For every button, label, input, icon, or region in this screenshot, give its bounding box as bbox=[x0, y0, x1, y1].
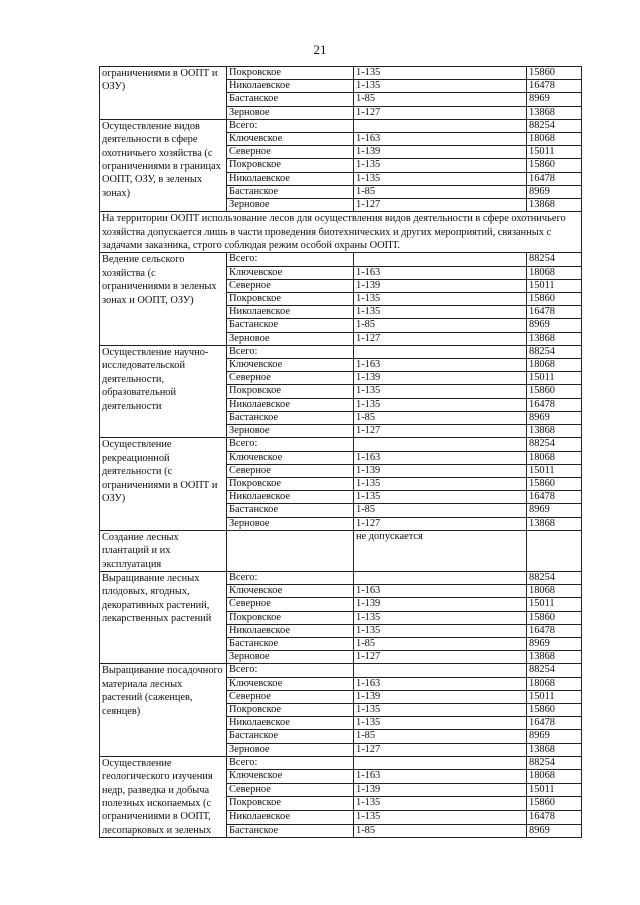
activity-cell: Выращивание лесных плодовых, ягодных, декоративных растений, лекарственных растений bbox=[100, 571, 227, 663]
quarters-cell: 1-85 bbox=[354, 637, 527, 650]
forestry-cell: Всего: bbox=[227, 664, 354, 677]
activity-cell: Выращивание посадочного материала лесных растений (саженцев, сеянцев) bbox=[100, 664, 227, 756]
quarters-cell: 1-85 bbox=[354, 824, 527, 838]
forestry-cell: Зерновое bbox=[227, 199, 354, 212]
forestry-cell: Всего: bbox=[227, 756, 354, 770]
area-cell: 15011 bbox=[527, 690, 582, 703]
forestry-cell: Зерновое bbox=[227, 425, 354, 438]
area-cell: 16478 bbox=[527, 717, 582, 730]
quarters-cell: 1-135 bbox=[354, 172, 527, 185]
quarters-cell: 1-127 bbox=[354, 743, 527, 756]
forestry-cell: Покровское bbox=[227, 477, 354, 490]
quarters-cell: 1-139 bbox=[354, 464, 527, 477]
area-cell: 18068 bbox=[527, 770, 582, 784]
quarters-cell: 1-139 bbox=[354, 690, 527, 703]
area-cell: 8969 bbox=[527, 637, 582, 650]
forestry-cell: Николаевское bbox=[227, 172, 354, 185]
quarters-cell: 1-163 bbox=[354, 770, 527, 784]
area-cell: 18068 bbox=[527, 677, 582, 690]
area-cell: 16478 bbox=[527, 491, 582, 504]
area-cell: 88254 bbox=[527, 756, 582, 770]
page-number: 21 bbox=[313, 42, 327, 57]
area-cell: 8969 bbox=[527, 185, 582, 198]
quarters-cell: 1-135 bbox=[354, 398, 527, 411]
quarters-cell: 1-135 bbox=[354, 491, 527, 504]
table-row bbox=[100, 756, 582, 770]
forestry-cell: Ключевское bbox=[227, 266, 354, 279]
area-cell: 15860 bbox=[527, 293, 582, 306]
forestry-cell: Николаевское bbox=[227, 811, 354, 825]
forestry-cell: Бастанское bbox=[227, 411, 354, 424]
quarters-cell: 1-135 bbox=[354, 477, 527, 490]
quarters-cell: 1-127 bbox=[354, 517, 527, 530]
quarters-cell bbox=[354, 345, 527, 358]
forestry-cell: Всего: bbox=[227, 571, 354, 584]
quarters-cell: 1-135 bbox=[354, 80, 527, 93]
area-cell: 88254 bbox=[527, 438, 582, 451]
forestry-cell: Зерновое bbox=[227, 743, 354, 756]
forestry-cell bbox=[227, 530, 354, 571]
quarters-cell: не допускается bbox=[354, 530, 527, 571]
quarters-cell: 1-135 bbox=[354, 306, 527, 319]
forestry-cell: Зерновое bbox=[227, 651, 354, 664]
area-cell: 15860 bbox=[527, 67, 582, 80]
forestry-cell: Северное bbox=[227, 464, 354, 477]
quarters-cell: 1-139 bbox=[354, 279, 527, 292]
area-cell: 15860 bbox=[527, 611, 582, 624]
quarters-cell: 1-135 bbox=[354, 811, 527, 825]
quarters-cell: 1-127 bbox=[354, 651, 527, 664]
quarters-cell: 1-135 bbox=[354, 611, 527, 624]
forestry-cell: Бастанское bbox=[227, 824, 354, 838]
area-cell: 8969 bbox=[527, 319, 582, 332]
forestry-cell: Зерновое bbox=[227, 332, 354, 345]
area-cell: 15011 bbox=[527, 372, 582, 385]
forestry-cell: Николаевское bbox=[227, 491, 354, 504]
area-cell: 16478 bbox=[527, 624, 582, 637]
area-cell: 8969 bbox=[527, 730, 582, 743]
quarters-cell: 1-163 bbox=[354, 451, 527, 464]
area-cell: 8969 bbox=[527, 411, 582, 424]
area-cell: 88254 bbox=[527, 571, 582, 584]
forestry-cell: Бастанское bbox=[227, 730, 354, 743]
quarters-cell: 1-163 bbox=[354, 585, 527, 598]
quarters-cell: 1-139 bbox=[354, 783, 527, 797]
area-cell: 15011 bbox=[527, 279, 582, 292]
activity-cell: Ведение сельского хозяйства (с ограничениями в зеленых зонах и ООПТ, ОЗУ) bbox=[100, 253, 227, 345]
area-cell: 18068 bbox=[527, 266, 582, 279]
area-cell: 16478 bbox=[527, 80, 582, 93]
activity-cell: Осуществление видов деятельности в сфере охотничьего хозяйства (с ограничениями в границах ООПТ, ОЗУ, в зеленых зонах) bbox=[100, 119, 227, 211]
area-cell: 88254 bbox=[527, 345, 582, 358]
quarters-cell bbox=[354, 119, 527, 132]
table-row bbox=[100, 664, 582, 677]
activity-cell: Осуществление геологического изучения недр, разведка и добыча полезных ископаемых (с ограничениями в ООПТ, лесопарковых и зеленых bbox=[100, 756, 227, 837]
area-cell: 15011 bbox=[527, 464, 582, 477]
forestry-cell: Северное bbox=[227, 146, 354, 159]
forestry-cell: Северное bbox=[227, 598, 354, 611]
area-cell: 15011 bbox=[527, 783, 582, 797]
area-cell: 18068 bbox=[527, 585, 582, 598]
table-row bbox=[100, 253, 582, 266]
forestry-cell: Всего: bbox=[227, 253, 354, 266]
quarters-cell: 1-163 bbox=[354, 133, 527, 146]
forestry-cell: Николаевское bbox=[227, 624, 354, 637]
area-cell: 16478 bbox=[527, 811, 582, 825]
forestry-cell: Николаевское bbox=[227, 80, 354, 93]
forestry-cell: Ключевское bbox=[227, 677, 354, 690]
area-cell: 13868 bbox=[527, 425, 582, 438]
quarters-cell bbox=[354, 571, 527, 584]
area-cell: 13868 bbox=[527, 332, 582, 345]
quarters-cell: 1-139 bbox=[354, 146, 527, 159]
quarters-cell: 1-85 bbox=[354, 730, 527, 743]
quarters-cell: 1-127 bbox=[354, 332, 527, 345]
quarters-cell: 1-139 bbox=[354, 598, 527, 611]
forestry-cell: Северное bbox=[227, 783, 354, 797]
area-cell: 8969 bbox=[527, 504, 582, 517]
area-cell: 15011 bbox=[527, 598, 582, 611]
forest-use-table bbox=[99, 66, 582, 838]
quarters-cell: 1-163 bbox=[354, 677, 527, 690]
area-cell: 18068 bbox=[527, 451, 582, 464]
area-cell: 15860 bbox=[527, 797, 582, 811]
forestry-cell: Бастанское bbox=[227, 93, 354, 106]
area-cell: 15011 bbox=[527, 146, 582, 159]
forestry-cell: Бастанское bbox=[227, 637, 354, 650]
table-row bbox=[100, 345, 582, 358]
forestry-cell: Ключевское bbox=[227, 585, 354, 598]
quarters-cell: 1-127 bbox=[354, 199, 527, 212]
forestry-cell: Всего: bbox=[227, 119, 354, 132]
table-body bbox=[100, 67, 582, 838]
forestry-cell: Зерновое bbox=[227, 517, 354, 530]
area-cell: 15860 bbox=[527, 385, 582, 398]
forestry-cell: Ключевское bbox=[227, 359, 354, 372]
quarters-cell: 1-127 bbox=[354, 106, 527, 119]
forestry-cell: Ключевское bbox=[227, 770, 354, 784]
table-row bbox=[100, 571, 582, 584]
quarters-cell: 1-85 bbox=[354, 185, 527, 198]
area-cell: 16478 bbox=[527, 398, 582, 411]
quarters-cell bbox=[354, 756, 527, 770]
forestry-cell: Покровское bbox=[227, 159, 354, 172]
note-text: На территории ООПТ использование лесов для осуществления видов деятельности в сфере охотничьего хозяйства допускается лишь в части проведения биотехнических и других мероприятий, связанных с задачами заказника, строго соблюдая режим особой охраны ООПТ. bbox=[100, 212, 582, 253]
forestry-cell: Бастанское bbox=[227, 504, 354, 517]
area-cell: 13868 bbox=[527, 199, 582, 212]
forestry-cell: Зерновое bbox=[227, 106, 354, 119]
area-cell: 13868 bbox=[527, 743, 582, 756]
area-cell bbox=[527, 530, 582, 571]
table-row bbox=[100, 67, 582, 80]
area-cell: 16478 bbox=[527, 172, 582, 185]
quarters-cell bbox=[354, 253, 527, 266]
area-cell: 8969 bbox=[527, 824, 582, 838]
area-cell: 15860 bbox=[527, 477, 582, 490]
area-cell: 8969 bbox=[527, 93, 582, 106]
quarters-cell: 1-135 bbox=[354, 293, 527, 306]
area-cell: 18068 bbox=[527, 359, 582, 372]
area-cell: 15860 bbox=[527, 159, 582, 172]
forestry-cell: Николаевское bbox=[227, 306, 354, 319]
quarters-cell: 1-163 bbox=[354, 359, 527, 372]
forestry-cell: Николаевское bbox=[227, 717, 354, 730]
area-cell: 88254 bbox=[527, 664, 582, 677]
table-row bbox=[100, 438, 582, 451]
forestry-cell: Покровское bbox=[227, 703, 354, 716]
forestry-cell: Северное bbox=[227, 690, 354, 703]
forestry-cell: Покровское bbox=[227, 293, 354, 306]
forestry-cell: Покровское bbox=[227, 611, 354, 624]
forestry-cell: Ключевское bbox=[227, 133, 354, 146]
quarters-cell: 1-85 bbox=[354, 504, 527, 517]
table-row bbox=[100, 530, 582, 571]
quarters-cell: 1-135 bbox=[354, 624, 527, 637]
area-cell: 13868 bbox=[527, 517, 582, 530]
quarters-cell: 1-85 bbox=[354, 319, 527, 332]
quarters-cell: 1-127 bbox=[354, 425, 527, 438]
area-cell: 88254 bbox=[527, 253, 582, 266]
quarters-cell: 1-135 bbox=[354, 385, 527, 398]
quarters-cell: 1-135 bbox=[354, 717, 527, 730]
area-cell: 18068 bbox=[527, 133, 582, 146]
area-cell: 13868 bbox=[527, 651, 582, 664]
activity-cell: Создание лесных плантаций и их эксплуатация bbox=[100, 530, 227, 571]
quarters-cell: 1-135 bbox=[354, 797, 527, 811]
forestry-cell: Покровское bbox=[227, 385, 354, 398]
quarters-cell: 1-135 bbox=[354, 703, 527, 716]
activity-cell: Осуществление рекреационной деятельности (с ограничениями в ООПТ и ОЗУ) bbox=[100, 438, 227, 530]
forestry-cell: Николаевское bbox=[227, 398, 354, 411]
quarters-cell: 1-135 bbox=[354, 67, 527, 80]
quarters-cell: 1-163 bbox=[354, 266, 527, 279]
forestry-cell: Покровское bbox=[227, 797, 354, 811]
forestry-cell: Всего: bbox=[227, 438, 354, 451]
forestry-cell: Северное bbox=[227, 279, 354, 292]
forestry-cell: Северное bbox=[227, 372, 354, 385]
area-cell: 16478 bbox=[527, 306, 582, 319]
forestry-cell: Бастанское bbox=[227, 185, 354, 198]
quarters-cell bbox=[354, 438, 527, 451]
note-row bbox=[100, 212, 582, 253]
forestry-cell: Бастанское bbox=[227, 319, 354, 332]
activity-cell: Осуществление научно-исследовательской деятельности, образовательной деятельности bbox=[100, 345, 227, 437]
forestry-cell: Ключевское bbox=[227, 451, 354, 464]
forestry-cell: Всего: bbox=[227, 345, 354, 358]
forestry-cell: Покровское bbox=[227, 67, 354, 80]
quarters-cell: 1-139 bbox=[354, 372, 527, 385]
area-cell: 88254 bbox=[527, 119, 582, 132]
area-cell: 13868 bbox=[527, 106, 582, 119]
quarters-cell: 1-135 bbox=[354, 159, 527, 172]
quarters-cell: 1-85 bbox=[354, 93, 527, 106]
quarters-cell: 1-85 bbox=[354, 411, 527, 424]
area-cell: 15860 bbox=[527, 703, 582, 716]
quarters-cell bbox=[354, 664, 527, 677]
table-row bbox=[100, 119, 582, 132]
activity-cell: ограничениями в ООПТ и ОЗУ) bbox=[100, 67, 227, 120]
